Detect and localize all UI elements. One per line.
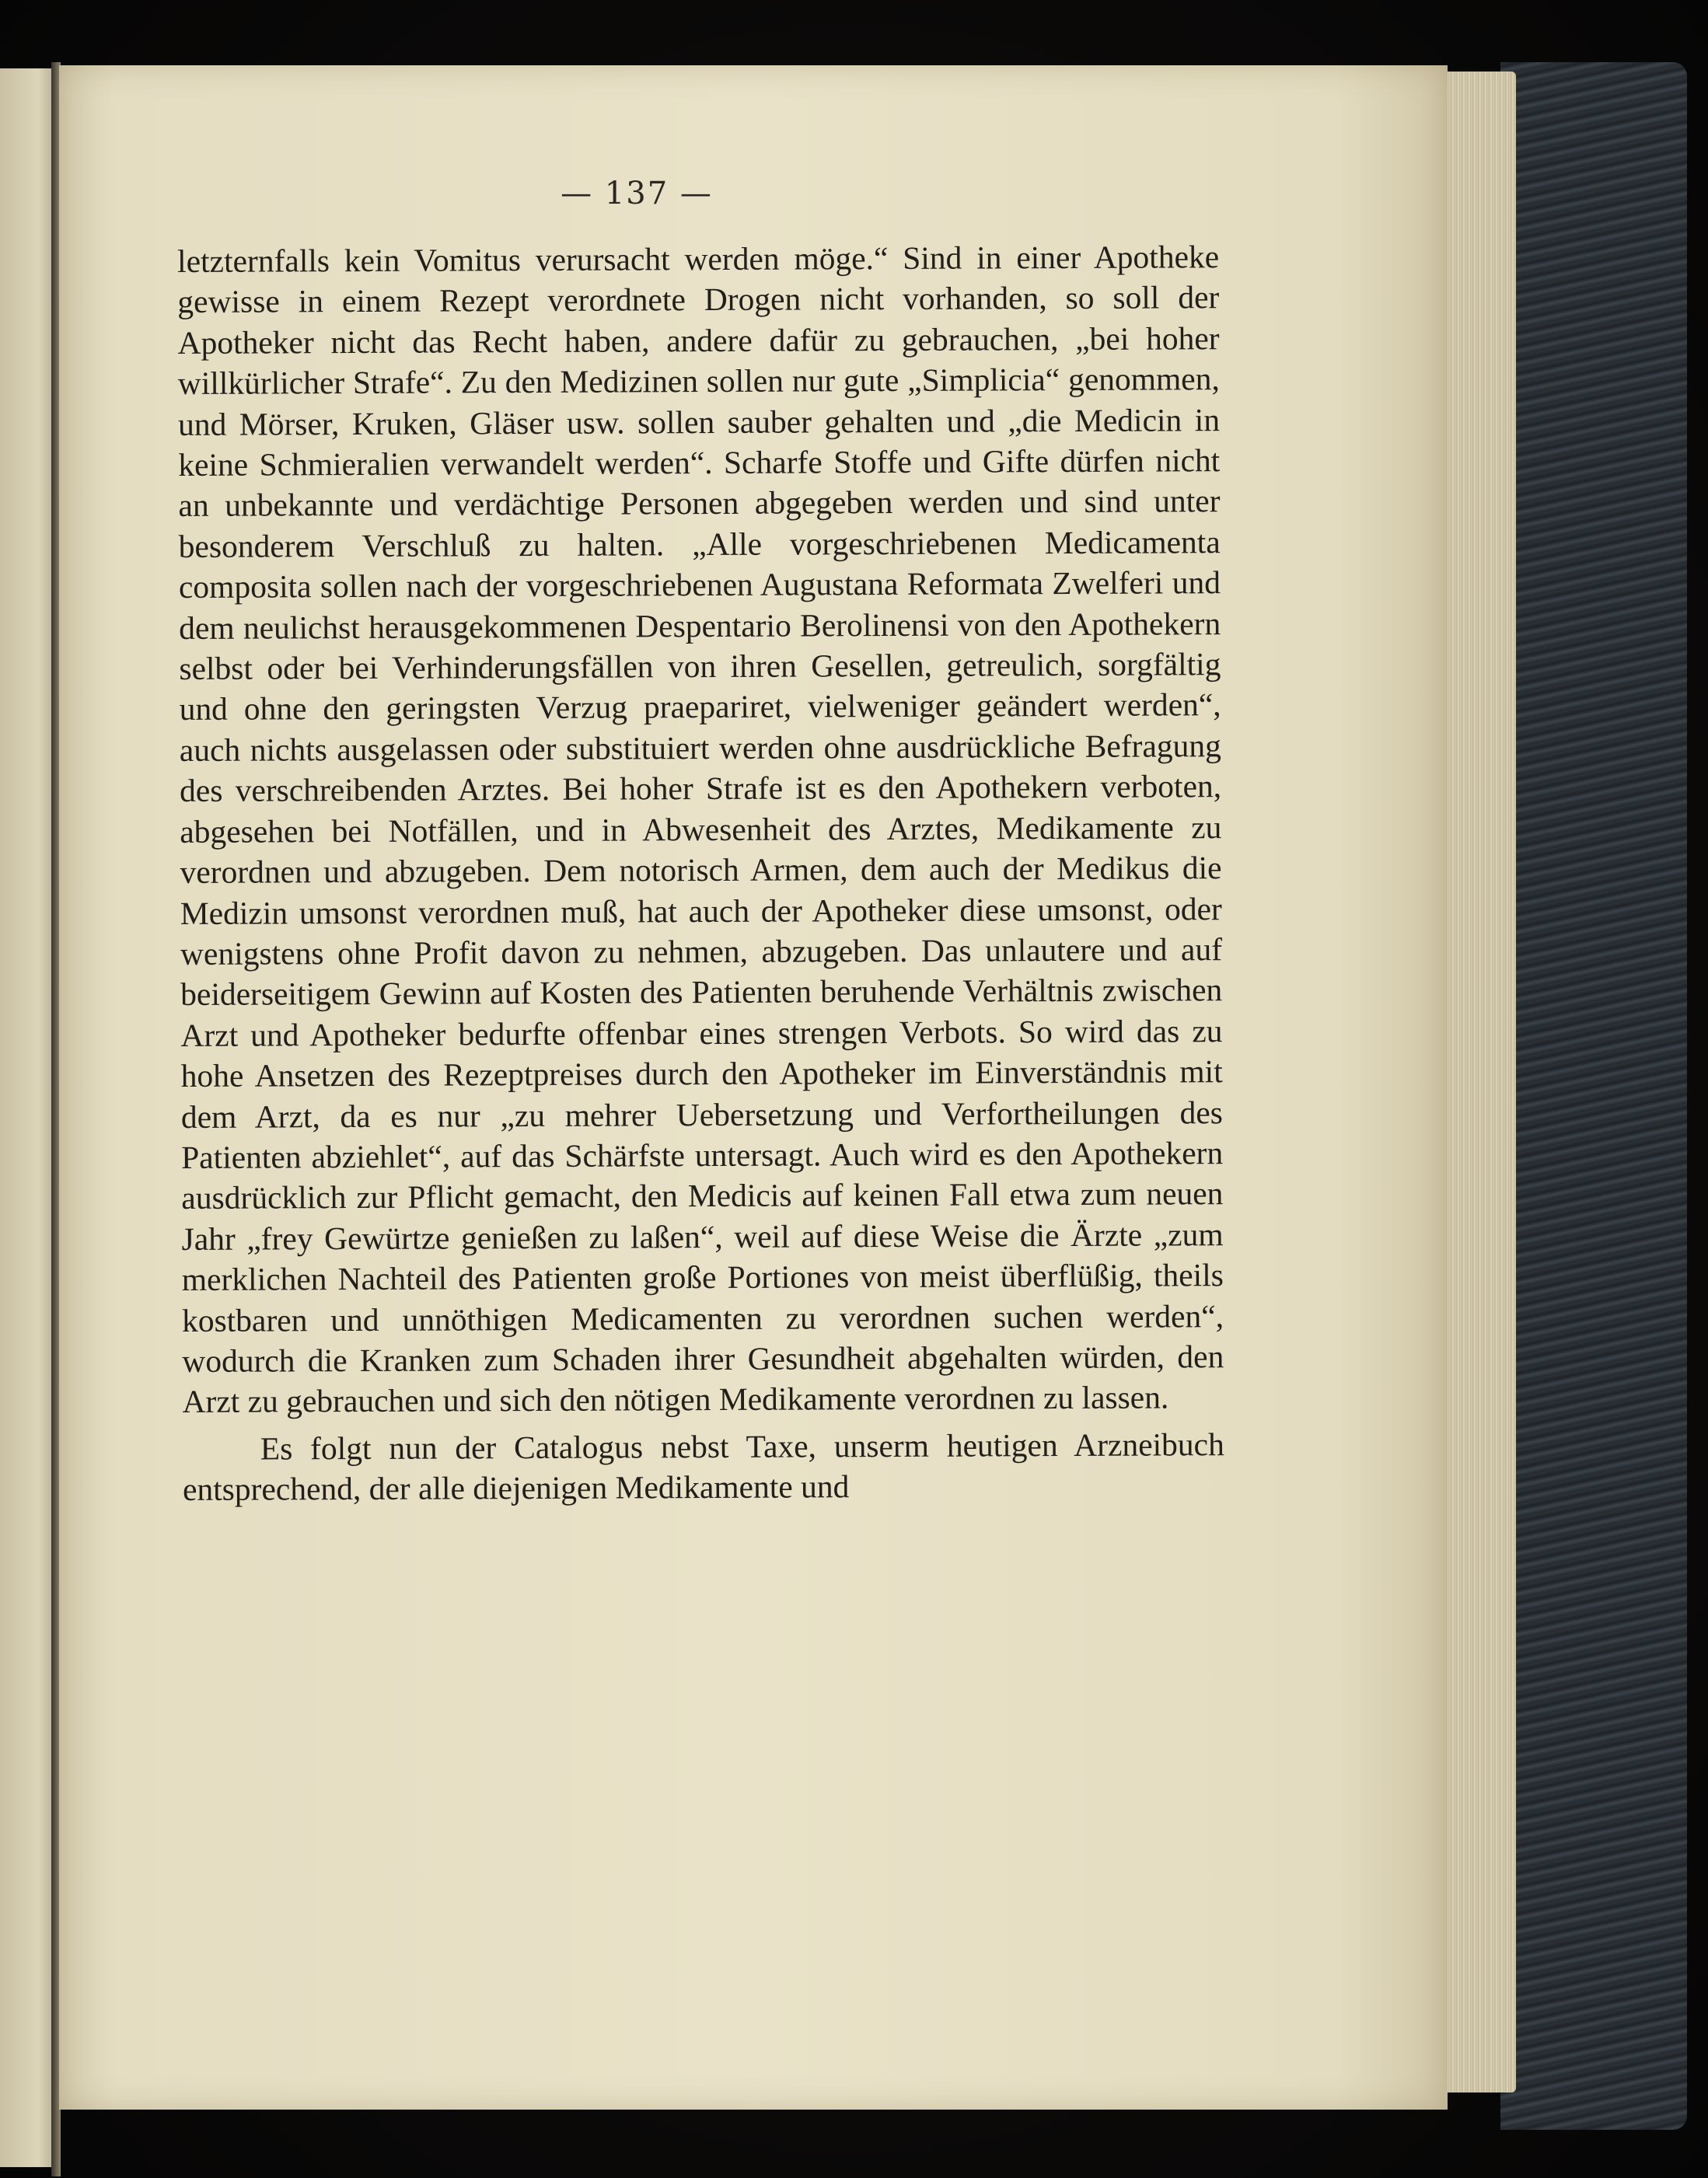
body-text	[177, 236, 1224, 1510]
page-number: — 137 —	[561, 176, 713, 211]
paragraph-1: letzternfalls kein Vomitus verursacht werden möge.“ Sind in einer Apotheke gewisse in einem Rezept verordnete Drogen nicht vorhanden, so soll der Apotheker nicht das Recht haben, andere dafür zu gebrauchen, „bei hoher willkürlicher Strafe“. Zu den Medizinen sollen nur gute „Simplicia“ genommen, und Mörser, Kruken, Gläser usw. sollen sauber gehalten und „die Medicin in keine Schmieralien verwandelt werden“. Scharfe Stoffe und Gifte dürfen nicht an unbekannte und verdächtige Personen abgegeben werden und sind unter besonderem Verschluß zu halten. „Alle vorgeschriebenen Medicamenta composita sollen nach der vorgeschriebenen Augustana Reformata Zwelferi und dem neulichst herausgekommenen Despentario Berolinensi von den Apothekern selbst oder bei Verhinderungsfällen von ihren Gesellen, getreulich, sorgfältig und ohne den geringsten Verzug praepariret, vielweniger geändert werden“, auch nichts ausgelassen oder substituiert werden ohne ausdrückliche Befragung des verschreibenden Arztes. Bei hoher Strafe ist es den Apothekern verboten, abgesehen bei Notfällen, und in Abwesenheit des Arztes, Medikamente zu verordnen und abzugeben. Dem notorisch Armen, dem auch der Medikus die Medizin umsonst verordnen muß, hat auch der Apotheker diese umsonst, oder wenigstens ohne Profit davon zu nehmen, abzugeben. Das unlautere und auf beiderseitigem Gewinn auf Kosten des Patienten beruhende Verhältnis zwischen Arzt und Apotheker bedurfte offenbar eines strengen Verbots. So wird das zu hohe Ansetzen des Rezeptpreises durch den Apotheker im Einverständnis mit dem Arzt, da es nur „zu mehrer Uebersetzung und Verfortheilungen des Patienten abziehlet“, auf das Schärfste untersagt. Auch wird es den Apothekern ausdrücklich zur Pflicht gemacht, den Medicis auf keinen Fall etwa zum neuen Jahr „frey Gewürtze genießen zu laßen“, weil auf diese Weise die Ärzte „zum merklichen Nachteil des Patienten große Portiones von meist überflüßig, theils kostbaren und unnöthigen Medicamenten zu verordnen suchen werden“, wodurch die Kranken zum Schaden ihrer Gesundheit abgehalten würden, den Arzt zu gebrauchen und sich den nötigen Medikamente verordnen zu lassen.	[177, 239, 1224, 1420]
facing-page	[0, 68, 56, 2167]
book-cover	[1500, 62, 1687, 2130]
page-edges	[1438, 72, 1516, 2092]
book-page	[59, 65, 1448, 2110]
paragraph-2: Es folgt nun der Catalogus nebst Taxe, unserm heutigen Arzneibuch entsprechend, der alle diejenigen Medikamente und	[182, 1426, 1224, 1508]
